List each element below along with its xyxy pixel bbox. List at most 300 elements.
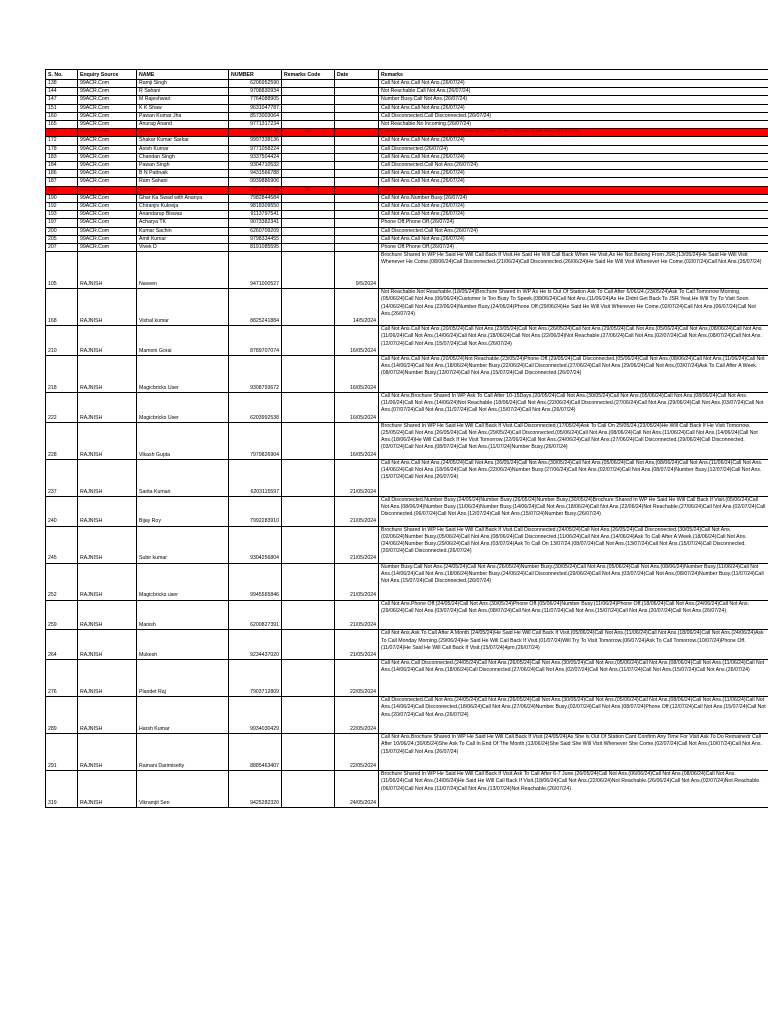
cell-source[interactable]: 99ACR.Com <box>78 88 137 96</box>
cell-source[interactable]: 99ACR.Com <box>78 203 137 211</box>
cell-date[interactable]: 21/05/2024 <box>335 459 379 496</box>
cell-sno[interactable]: 205 <box>46 235 78 243</box>
header-remarks-code[interactable]: Remarks Code <box>282 70 335 80</box>
cell-remarks-code[interactable] <box>282 112 335 120</box>
cell-remarks-code[interactable] <box>282 235 335 243</box>
cell-name[interactable]: Subir kumar <box>137 526 229 563</box>
table-row <box>46 252 768 289</box>
cell-remarks-code[interactable]: NI <box>282 186 335 194</box>
cell-name[interactable]: Shakar Kumar Sarkar <box>137 137 229 145</box>
cell-remarks-code[interactable] <box>282 80 335 88</box>
cell-remarks[interactable]: Call Not Ans.Not Interested.(26/07/24) <box>379 186 768 194</box>
cell-sno[interactable]: 240 <box>46 496 78 526</box>
cell-remarks[interactable]: Call Disconnected.Call Not Ans.(26/07/24) <box>379 227 768 235</box>
cell-date[interactable]: 21/05/2024 <box>335 630 379 660</box>
cell-source[interactable]: 99ACR.Com <box>78 129 137 137</box>
cell-source[interactable]: RAJNISH <box>78 393 137 423</box>
cell-number[interactable]: 9304710532 <box>229 162 282 170</box>
table-row <box>46 459 768 496</box>
cell-number[interactable]: 6206952590 <box>229 80 282 88</box>
cell-number[interactable]: 6200827391 <box>229 600 282 630</box>
cell-sno[interactable]: 210 <box>46 326 78 356</box>
table-row <box>46 112 768 120</box>
cell-date[interactable] <box>335 244 379 252</box>
cell-remarks[interactable]: Call Not Ans.Call Not Ans.(26/07/24) <box>379 104 768 112</box>
cell-remarks-code[interactable] <box>282 170 335 178</box>
cell-remarks[interactable]: Not Reachable.Not Reachable.(18/05/24)Brochure Shared In WP As He Is Out Of Station Ask To Call After 6/06/24.(23/05/24)Ask To Call Tomorrow Morning.(05/06/24)Call Not Ans.(06/06/24)Customer Is Too Busy To Speek.(08/06/24)Call Not Ans.(11/06/24)As He Didnt Get Back To JSR Yeat,He Will Try To Visit Soon.(14/06/24)Call Not Ans.(22/06/24)Number Busy.(24/06/24)Phone Off.(29/06/24)He Said He Will Visit Whenever He Come.(02/07/24)Call Not Ans.(06/07/24)Call Not Ans.(26/07/24) <box>379 289 768 326</box>
cell-source[interactable]: 99ACR.Com <box>78 137 137 145</box>
cell-source[interactable]: RAJNISH <box>78 252 137 289</box>
cell-source[interactable]: RAJNISH <box>78 630 137 660</box>
cell-date[interactable]: 16/05/2024 <box>335 356 379 393</box>
cell-remarks-code[interactable] <box>282 356 335 393</box>
cell-sno[interactable]: 252 <box>46 563 78 600</box>
cell-sno[interactable]: 237 <box>46 459 78 496</box>
cell-source[interactable]: 99ACR.Com <box>78 244 137 252</box>
cell-number[interactable]: 9073382341 <box>229 219 282 227</box>
table-row <box>46 186 768 194</box>
header-name[interactable]: NAME <box>137 70 229 80</box>
cell-name[interactable]: Anurag Anand <box>137 121 229 129</box>
cell-sno[interactable]: 144 <box>46 88 78 96</box>
table-row <box>46 162 768 170</box>
cell-name[interactable]: M Rajeshwari <box>137 96 229 104</box>
cell-name[interactable]: Harsh Kumar <box>137 697 229 734</box>
table-row <box>46 697 768 734</box>
header-date[interactable]: Date <box>335 70 379 80</box>
cell-name[interactable]: Kumar Sachin <box>137 227 229 235</box>
cell-number[interactable]: 9304256804 <box>229 526 282 563</box>
cell-number[interactable]: 9771058224 <box>229 145 282 153</box>
cell-sno[interactable]: 138 <box>46 80 78 88</box>
spreadsheet <box>45 69 768 808</box>
cell-number[interactable]: 9471000527 <box>229 252 282 289</box>
cell-date[interactable] <box>335 194 379 202</box>
cell-date[interactable] <box>335 227 379 235</box>
cell-remarks-code[interactable] <box>282 145 335 153</box>
cell-date[interactable] <box>335 211 379 219</box>
cell-source[interactable]: 99ACR.Com <box>78 153 137 161</box>
cell-remarks[interactable]: Call Not Ans.Brochure Shared In WP He Said He Will Call Back If Visit.(24/05/24)As She Is Out Of Station Cant Confirm Any Time For Visit Ask To Do Remainedr Call After 10/06/24.(30/05/24)She Ask To Call In End Of The Month.(13/06/24)She Said She Will Visit Whenever She Come.(02/07/24)Call Not Ans.(10/07/24)Call Not Ans.(15/07/24)Call Not Ans.(26/07/24) <box>379 734 768 771</box>
cell-date[interactable] <box>335 235 379 243</box>
cell-remarks[interactable]: Call Not Ans.Call Not Ans.(26/07/24) <box>379 80 768 88</box>
cell-remarks[interactable]: Call Not Ans.Call Not Ans.(20/05/24)Not Reachable.(23/05/24)Phone Off.(29/05/24)Call Disconnected.(05/06/24)Call Not Ans.(08/06/24)Call Not Ans.(11/06/24)Call Not Ans.(14/06/24)Call Not Ans.(18/06/24)Number Busy.(22/06/24)Call Disconnected.(27/06/24)Call Not Ans.(29/06/24)Call Not Ans.(03/07/24)Ask To Call After A Week.(08/07/24)Number Busy.(13/07/24)Call Not Ans.(15/07/24)Call Disconnected.(26/07/24) <box>379 356 768 393</box>
cell-name[interactable]: Mukesh <box>137 630 229 660</box>
cell-date[interactable] <box>335 178 379 186</box>
cell-remarks[interactable]: Number Busy.Call Not Ans.(26/07/24) <box>379 96 768 104</box>
cell-sno[interactable]: 264 <box>46 630 78 660</box>
cell-sno[interactable]: 186 <box>46 170 78 178</box>
cell-name[interactable]: Amit Kumar <box>137 235 229 243</box>
cell-number[interactable]: 7764088905 <box>229 96 282 104</box>
cell-remarks-code[interactable] <box>282 104 335 112</box>
cell-number[interactable]: 9945565846 <box>229 563 282 600</box>
cell-name[interactable]: Magicbricks user <box>137 563 229 600</box>
cell-number[interactable]: 9997338136 <box>229 137 282 145</box>
cell-remarks-code[interactable] <box>282 660 335 697</box>
cell-date[interactable] <box>335 121 379 129</box>
cell-remarks-code[interactable]: NI <box>282 129 335 137</box>
cell-date[interactable]: 22/05/2024 <box>335 697 379 734</box>
cell-source[interactable]: 99ACR.Com <box>78 186 137 194</box>
cell-source[interactable]: 99ACR.Com <box>78 112 137 120</box>
cell-source[interactable]: 99ACR.Com <box>78 178 137 186</box>
cell-name[interactable]: Manish <box>137 600 229 630</box>
cell-name[interactable]: B N Pattnaik <box>137 170 229 178</box>
cell-sno[interactable]: 276 <box>46 660 78 697</box>
table-row <box>46 734 768 771</box>
cell-source[interactable]: 99ACR.Com <box>78 145 137 153</box>
cell-number[interactable]: 9234437020 <box>229 630 282 660</box>
cell-number[interactable]: 8191085595 <box>229 244 282 252</box>
cell-name[interactable]: Pawan Kumar Jha <box>137 112 229 120</box>
cell-sno[interactable]: 222 <box>46 393 78 423</box>
enquiry-table <box>45 69 768 808</box>
table-row <box>46 244 768 252</box>
cell-sno[interactable]: 147 <box>46 96 78 104</box>
cell-number[interactable]: 9631047787 <box>229 104 282 112</box>
cell-sno[interactable]: 228 <box>46 422 78 459</box>
cell-remarks[interactable]: Call Not Ans.Brochure Shared In WP Ask To Call After 10-15Days.(20/05/24)Call Not Ans.(30/05/24)Call Not Ans.(05/06/24)Call Not Ans.(08/06/24)Call Not Ans.(11/06/24)Call Not Ans.(14/06/24)Not Reachable.(18/06/24)Call Not Ans.(22/06/24)Call Disconnected.(27/06/24)Call Not Ans.(29/06/24)Call Not Ans.(03/07/24)Call Not Ans.(07/07/24)Call Not Ans.(11/07/24)Call Not Ans.(15/07/24)Call Not Ans.(26/07/24) <box>379 393 768 423</box>
cell-name[interactable]: Bijay Roy <box>137 496 229 526</box>
cell-number[interactable]: 6203992538 <box>229 393 282 423</box>
cell-sno[interactable]: 200 <box>46 227 78 235</box>
cell-number[interactable]: 8885463407 <box>229 734 282 771</box>
cell-date[interactable] <box>335 170 379 178</box>
header-sno[interactable]: S. No. <box>46 70 78 80</box>
cell-remarks-code[interactable] <box>282 178 335 186</box>
table-row <box>46 289 768 326</box>
table-row <box>46 219 768 227</box>
table-row <box>46 88 768 96</box>
table-row <box>46 235 768 243</box>
cell-name[interactable]: Ramji Singh <box>137 80 229 88</box>
cell-sno[interactable]: 291 <box>46 734 78 771</box>
cell-remarks[interactable]: Call Not Ans.Call Not Ans.(26/07/24) <box>379 170 768 178</box>
table-row <box>46 422 768 459</box>
cell-remarks[interactable]: Call Disconnected.Customer Don't Have Any Plan To Buy House Right Now.(26/07/24) <box>379 129 768 137</box>
table-row <box>46 600 768 630</box>
cell-number[interactable]: 6260709209 <box>229 227 282 235</box>
cell-sno[interactable]: 190 <box>46 194 78 202</box>
cell-source[interactable]: RAJNISH <box>78 600 137 630</box>
cell-sno[interactable]: 218 <box>46 356 78 393</box>
table-row <box>46 526 768 563</box>
cell-date[interactable]: 21/05/2024 <box>335 496 379 526</box>
cell-remarks[interactable]: Call Not Ans.Call Not Ans.(20/05/24)Call Not Ans.(23/05/24)Call Not Ans.(26/05/24)Call Not Ans.(29/05/24)Call Not Ans.(05/06/24)Call Not Ans.(08/06/24)Call Not Ans.(11/06/24)Call Not Ans.(14/06/24)Call Not Ans.(18/06/24)Call Not Ans.(22/06/24)Not Reachable.(27/06/24)Call Not Ans.(02/07/24)Call Not Ans.(08/07/24)Call Not Ans.(12/07/24)Call Not Ans.(15/07/24)Call Not Ans.(26/07/24) <box>379 326 768 356</box>
cell-date[interactable] <box>335 104 379 112</box>
cell-remarks-code[interactable] <box>282 526 335 563</box>
cell-remarks-code[interactable] <box>282 96 335 104</box>
cell-remarks[interactable]: Call Disconnected.Number Busy.(24/05/24)Number Busy.(26/05/24)Number Busy.(30/05/24)Brochure Shared In WP He Said He Will Call Back If Visit.(05/06/24)Call Not Ans.(08/06/24)Number Busy.(11/06/24)Number Busy.(14/06/24)Call Not Ans.(18/06/24)Call Not Ans.(22/06/24)Not Reachable.(27/06/24)Call Not Ans.(02/07/24)Call Disconnected.(06/07/24)Call Not Ans.(12/07/24)Call Not Ans.(15/07/24)Number Busy.(26/07/24) <box>379 496 768 526</box>
cell-sno[interactable]: 289 <box>46 697 78 734</box>
cell-number[interactable]: 9771317234 <box>229 121 282 129</box>
table-row <box>46 137 768 145</box>
cell-remarks-code[interactable] <box>282 137 335 145</box>
cell-remarks-code[interactable] <box>282 734 335 771</box>
table-row <box>46 496 768 526</box>
cell-source[interactable]: RAJNISH <box>78 422 137 459</box>
cell-sno[interactable]: 193 <box>46 211 78 219</box>
cell-source[interactable]: 99ACR.Com <box>78 96 137 104</box>
cell-sno[interactable]: 192 <box>46 203 78 211</box>
cell-remarks-code[interactable] <box>282 289 335 326</box>
cell-number[interactable]: 7903712809 <box>229 660 282 697</box>
cell-remarks-code[interactable] <box>282 496 335 526</box>
cell-date[interactable]: 22/05/2024 <box>335 734 379 771</box>
cell-source[interactable]: 99ACR.Com <box>78 104 137 112</box>
cell-remarks[interactable]: Call Not Ans.Call Not Ans.(26/07/24) <box>379 235 768 243</box>
cell-date[interactable] <box>335 219 379 227</box>
cell-remarks-code[interactable] <box>282 563 335 600</box>
table-row <box>46 356 768 393</box>
cell-name[interactable]: K K Shaw <box>137 104 229 112</box>
cell-remarks-code[interactable] <box>282 771 335 808</box>
cell-sno[interactable]: 189 <box>46 186 78 194</box>
cell-remarks-code[interactable] <box>282 211 335 219</box>
table-row <box>46 203 768 211</box>
cell-number[interactable]: 8825241884 <box>229 289 282 326</box>
cell-number[interactable]: 8573003064 <box>229 112 282 120</box>
cell-sno[interactable]: 259 <box>46 600 78 630</box>
cell-number[interactable]: 9431566788 <box>229 170 282 178</box>
table-row <box>46 194 768 202</box>
cell-sno[interactable]: 160 <box>46 112 78 120</box>
cell-name[interactable]: Vivek D <box>137 244 229 252</box>
cell-remarks-code[interactable] <box>282 203 335 211</box>
cell-number[interactable]: 7982844584 <box>229 194 282 202</box>
cell-remarks[interactable]: Call Not Ans.Call Not Ans.(26/07/24) <box>379 211 768 219</box>
cell-sno[interactable]: 183 <box>46 153 78 161</box>
cell-source[interactable]: RAJNISH <box>78 496 137 526</box>
cell-number[interactable]: 9400279135 <box>229 129 282 137</box>
cell-name[interactable]: Ramani Darimisetty <box>137 734 229 771</box>
cell-number[interactable]: 9308793672 <box>229 356 282 393</box>
cell-sno[interactable]: 187 <box>46 178 78 186</box>
cell-sno[interactable]: 168 <box>46 289 78 326</box>
cell-remarks[interactable]: Call Not Ans.Call Disconnected.(24/05/24)Call Not Ans.(26/05/24)Call Not Ans.(30/05/24)Call Not Ans.(05/06/24)Call Not Ans.(08/06/24)Call Not Ans.(11/06/24)Call Not Ans.(14/06/24)Call Not Ans.(18/06/24)Call Disconnected.(27/06/24)Call Not Ans.(02/07/24)Call Not Ans.(11/07/24)Call Not Ans.(15/07/24)Call Not Ans.(26/07/24) <box>379 660 768 697</box>
cell-remarks-code[interactable] <box>282 422 335 459</box>
cell-source[interactable]: 99ACR.Com <box>78 211 137 219</box>
cell-name[interactable]: Sarita Kumari <box>137 459 229 496</box>
cell-remarks-code[interactable] <box>282 244 335 252</box>
cell-source[interactable]: RAJNISH <box>78 697 137 734</box>
cell-remarks[interactable]: Not Reachable.Call Not Ans.(26/07/24) <box>379 88 768 96</box>
cell-date[interactable] <box>335 153 379 161</box>
cell-source[interactable]: RAJNISH <box>78 563 137 600</box>
cell-source[interactable]: 99ACR.Com <box>78 219 137 227</box>
cell-date[interactable]: 21/05/2024 <box>335 600 379 630</box>
cell-name[interactable]: Ram Sahani <box>137 178 229 186</box>
cell-source[interactable]: 99ACR.Com <box>78 227 137 235</box>
table-row <box>46 326 768 356</box>
cell-name[interactable]: Appu <box>137 129 229 137</box>
cell-remarks[interactable]: Brochure Shared In WP He Said He Will Call Back If Visit.He Said He Will Call Back When He Visit,As He Not Belong From JSR.(13/05/24)He Said He Will Visit Whenever He Come.(08/06/24)Call Disconnected.(21/06/24)Call Disconnected.(26/06/24)He Said He Will Visit Whenever He Come.(02/07/24)Call Not Ans.(26/07/24) <box>379 252 768 289</box>
cell-remarks[interactable]: Call Not Ans.Call Not Ans.(26/07/24) <box>379 203 768 211</box>
cell-remarks[interactable]: Number Busy.Call Not Ans.(24/05/24)Call Not Ans.(26/05/24)Number Busy.(30/05/24)Call Not Ans.(05/06/24)Call Not Ans.(08/06/24)Number Busy.(11/06/24)Call Not Ans.(14/06/24)Call Not Ans.(18/06/24)Number Busy.(24/06/24)Call Disconnected.(29/06/24)Call Not Ans.(03/07/24)Call Not Ans.(08/07/24)Number Busy.(11/07/24)Call Not Ans.(15/07/24)Call Disconnected.(26/07/24) <box>379 563 768 600</box>
cell-name[interactable]: Anish Kumar <box>137 145 229 153</box>
cell-number[interactable]: 7979826904 <box>229 422 282 459</box>
cell-source[interactable]: RAJNISH <box>78 459 137 496</box>
cell-remarks-code[interactable] <box>282 194 335 202</box>
header-source[interactable]: Enquiry Source <box>78 70 137 80</box>
cell-date[interactable] <box>335 96 379 104</box>
cell-name[interactable]: Vikash Gupta <box>137 422 229 459</box>
header-row <box>46 70 768 80</box>
cell-remarks-code[interactable] <box>282 162 335 170</box>
cell-date[interactable] <box>335 186 379 194</box>
cell-source[interactable]: RAJNISH <box>78 734 137 771</box>
cell-remarks[interactable]: Brochure Shared In WP He Said He Will Call Back If Visit.Ask To Call After 6-7 June.(26/05/24)Call Not Ans.(06/06/24)Call Not Ans.(08/06/24)Call Not Ans.(11/06/24)Call Not Ans.(14/06/24)He Said He Will Call Back If Visit.(18/06/24)Call Not Ans.(22/06/24)Not Reachable.(26/06/24)Call Not Ans.(02/07/24)Not Reachable.(06/07/24)Call Not Ans.(11/07/24)Call Not Ans.(13/07/24)Not Reachable.(26/07/24) <box>379 771 768 808</box>
cell-remarks[interactable]: Call Disconnected.Call Not Ans.(24/05/24)Call Not Ans.(26/05/24)Call Not Ans.(30/05/24)Call Not Ans.(05/06/24)Call Not Ans.(08/06/24)Call Not Ans.(11/06/24)Call Not Ans.(14/06/24)Call Disconnected.(18/06/24)Call Not Ans.(27/06/24)Number Busy.(02/07/24)Call Not Ans.(08/07/24)Phone Off.(12/07/24)Call Not Ans.(15/07/24)Call Not Ans.(20/07/24)Call Not Ans.(26/07/24) <box>379 697 768 734</box>
cell-source[interactable]: RAJNISH <box>78 356 137 393</box>
cell-number[interactable]: 7992283910 <box>229 496 282 526</box>
cell-name[interactable]: Acharya TK <box>137 219 229 227</box>
header-remarks[interactable]: Remarks <box>379 70 768 80</box>
cell-name[interactable]: Chandan Singh <box>137 153 229 161</box>
cell-sno[interactable]: 245 <box>46 526 78 563</box>
cell-remarks[interactable]: Call Not Ans.Call Not Ans.(26/07/24) <box>379 178 768 186</box>
cell-remarks-code[interactable] <box>282 393 335 423</box>
cell-date[interactable]: 9/5/2024 <box>335 252 379 289</box>
table-row <box>46 170 768 178</box>
cell-source[interactable]: RAJNISH <box>78 289 137 326</box>
cell-sno[interactable]: 178 <box>46 145 78 153</box>
cell-number[interactable]: 9337504424 <box>229 153 282 161</box>
table-row <box>46 393 768 423</box>
cell-remarks[interactable]: Brochure Shared In WP He Said He Will Call Back If Visit.Call Disconnected.(24/05/24)Call Not Ans.(26/05/24)Call Disconnected.(30/05/24)Call Not Ans.(02/06/24)Number Busy.(05/06/24)Call Not Ans.(08/06/24)Call Disconnected.(11/06/24)Call Not Ans.(14/06/24)Ask To Call After A Week.(18/06/24)Call Not Ans.(24/06/24)Number Busy.(29/06/24)Call Not Ans.(03/07/24)Ask To Call On 13/07/24.(08/07/24)Call Not Ans.(13/07/24)Call Not Ans.(15/07/24)Call Disconnected.(20/07/24)Call Disconnected.(26/07/24) <box>379 526 768 563</box>
cell-sno[interactable]: 172 <box>46 137 78 145</box>
cell-date[interactable]: 14/5/2024 <box>335 289 379 326</box>
cell-number[interactable]: 8789707074 <box>229 326 282 356</box>
cell-name[interactable]: R Sahani <box>137 88 229 96</box>
cell-source[interactable]: 99ACR.Com <box>78 235 137 243</box>
cell-remarks[interactable]: Call Not Ans.Call Not Ans.(26/07/24) <box>379 153 768 161</box>
cell-sno[interactable]: 170 <box>46 129 78 137</box>
cell-source[interactable]: 99ACR.Com <box>78 80 137 88</box>
cell-remarks[interactable]: Call Disconnected.Call Not Ans.(26/07/24) <box>379 162 768 170</box>
cell-date[interactable] <box>335 145 379 153</box>
cell-name[interactable]: Magicbricks User <box>137 393 229 423</box>
cell-name[interactable]: Plandet Raj <box>137 660 229 697</box>
table-row <box>46 129 768 137</box>
cell-source[interactable]: RAJNISH <box>78 771 137 808</box>
cell-name[interactable]: Saveen <box>137 186 229 194</box>
cell-remarks[interactable]: Brochure Shared In WP He Said He Will Call Back If Visit.Call Disconnected.(17/05/24)Ask To Call On 25/05/24.(23/05/24)He Will Call Back If He Visit Tomorrow.(25/05/24)Call Not Ans.(26/05/24)Call Not Ans.(29/05/24)Call Disconnected.(05/06/24)Call Not Ans.(08/06/24)Call Not Ans.(11/06/24)Call Not Ans.(14/06/24)Call Not Ans.(18/06/24)He Will Call Back If He Visit Tomorrow.(22/06/24)Call Not Ans.(24/06/24)Call Not Ans.(27/06/24)Call Disconnected.(29/06/24)Call Disconnected.(03/07/24)Call Not Ans.(08/07/24)Call Not Ans.(11/07/24)Number Busy.(26/07/24) <box>379 422 768 459</box>
cell-source[interactable]: RAJNISH <box>78 526 137 563</box>
cell-source[interactable]: RAJNISH <box>78 326 137 356</box>
cell-date[interactable]: 16/05/2024 <box>335 422 379 459</box>
table-row <box>46 660 768 697</box>
cell-name[interactable]: Pawan Singh <box>137 162 229 170</box>
cell-remarks[interactable]: Call Not Ans.Ask To Call After A Month.(24/05/24)He Said He Will Call Back If Visit.(05/06/24)Call Not Ans.(11/06/24)Call Not Ans.(18/06/24)Call Not Ans.(24/06/24)Ask To Call Monday Morning.(29/06/24)He Said He Will Call Back If Visit.(01/07/24)Will Try To Visit Tomorrow.(06/07/24)Ask To Call Tomorrow.(10/07/24)Phone Off.(11/07/24)He Said He Will Call Back If Visit.(15/07/24)4pm.(26/07/24) <box>379 630 768 660</box>
cell-remarks[interactable]: Call Not Ans.Number Busy.(26/07/24) <box>379 194 768 202</box>
cell-name[interactable]: Ghar Ka Swad with Ananya <box>137 194 229 202</box>
cell-date[interactable] <box>335 129 379 137</box>
cell-date[interactable] <box>335 162 379 170</box>
cell-date[interactable]: 24/05/2024 <box>335 771 379 808</box>
header-number[interactable]: NUMBER <box>229 70 282 80</box>
cell-number[interactable]: 9818309550 <box>229 203 282 211</box>
table-row <box>46 96 768 104</box>
cell-number[interactable]: 9113797541 <box>229 211 282 219</box>
cell-remarks[interactable]: Phone Off.Phone Off.(26/07/24) <box>379 219 768 227</box>
cell-number[interactable]: 6203115597 <box>229 459 282 496</box>
cell-remarks-code[interactable] <box>282 697 335 734</box>
cell-remarks[interactable]: Call Not Ans.Phone Off.(24/05/24)Call Not Ans.(30/05/24)Phone Off.(05/06/24)Number Busy.(11/06/24)Phone Off.(18/06/24)Call Not Ans.(24/06/24)Call Not Ans.(29/06/24)Call Not Ans.(03/07/24)Call Not Ans.(08/07/24)Call Not Ans.(11/07/24)Call Not Ans.(15/07/24)Call Not Ans.(20/07/24)Call Not Ans.(26/07/24) <box>379 600 768 630</box>
cell-date[interactable]: 16/05/2024 <box>335 326 379 356</box>
cell-name[interactable]: Naveen <box>137 252 229 289</box>
cell-name[interactable]: Anandarup Biswas <box>137 211 229 219</box>
cell-remarks-code[interactable] <box>282 121 335 129</box>
cell-name[interactable]: Magicbricks User <box>137 356 229 393</box>
cell-remarks-code[interactable] <box>282 227 335 235</box>
cell-remarks[interactable]: Phone Off.Phone Off.(26/07/24) <box>379 244 768 252</box>
cell-date[interactable]: 16/05/2024 <box>335 393 379 423</box>
cell-remarks-code[interactable] <box>282 252 335 289</box>
cell-date[interactable] <box>335 112 379 120</box>
cell-sno[interactable]: 151 <box>46 104 78 112</box>
table-row <box>46 178 768 186</box>
cell-remarks-code[interactable] <box>282 600 335 630</box>
cell-source[interactable]: 99ACR.Com <box>78 121 137 129</box>
cell-name[interactable]: Vikramjit Sen <box>137 771 229 808</box>
cell-source[interactable]: RAJNISH <box>78 660 137 697</box>
cell-sno[interactable]: 105 <box>46 252 78 289</box>
cell-sno[interactable]: 207 <box>46 244 78 252</box>
cell-sno[interactable]: 197 <box>46 219 78 227</box>
cell-date[interactable] <box>335 203 379 211</box>
cell-source[interactable]: 99ACR.Com <box>78 170 137 178</box>
cell-remarks[interactable]: Call Not Ans.Call Not Ans.(26/07/24) <box>379 137 768 145</box>
cell-remarks-code[interactable] <box>282 326 335 356</box>
cell-sno[interactable]: 319 <box>46 771 78 808</box>
table-row <box>46 145 768 153</box>
cell-name[interactable]: Chiranjiv Kukreja <box>137 203 229 211</box>
cell-remarks[interactable]: Not Reachable.No Incoming.(26/07/24) <box>379 121 768 129</box>
cell-date[interactable] <box>335 80 379 88</box>
cell-date[interactable]: 21/05/2024 <box>335 526 379 563</box>
cell-number[interactable]: 9953434235 <box>229 186 282 194</box>
cell-sno[interactable]: 184 <box>46 162 78 170</box>
cell-remarks-code[interactable] <box>282 88 335 96</box>
cell-name[interactable]: Mamoni Gorai <box>137 326 229 356</box>
cell-remarks-code[interactable] <box>282 153 335 161</box>
cell-date[interactable] <box>335 88 379 96</box>
cell-number[interactable]: 9798334455 <box>229 235 282 243</box>
cell-name[interactable]: Vishal kumar <box>137 289 229 326</box>
cell-remarks-code[interactable] <box>282 630 335 660</box>
cell-number[interactable]: 9939886906 <box>229 178 282 186</box>
cell-source[interactable]: 99ACR.Com <box>78 194 137 202</box>
cell-remarks[interactable]: Call Not Ans.Call Not Ans.(24/05/24)Call Not Ans.(26/05/24)Call Not Ans.(30/05/24)Call Not Ans.(05/06/24)Call Not Ans.(08/06/24)Call Not Ans.(11/06/24)Call Not Ans.(14/06/24)Call Not Ans.(18/06/24)Call Not Ans.(22/06/24)Number Busy.(27/06/24)Call Not Ans.(02/07/24)Call Not Ans.(08/07/24)Number Busy.(12/07/24)Call Not Ans.(15/07/24)Call Not Ans.(26/07/24) <box>379 459 768 496</box>
table-row <box>46 80 768 88</box>
cell-date[interactable]: 21/05/2024 <box>335 563 379 600</box>
cell-number[interactable]: 9934030429 <box>229 697 282 734</box>
cell-number[interactable]: 9425282320 <box>229 771 282 808</box>
cell-source[interactable]: 99ACR.Com <box>78 162 137 170</box>
cell-number[interactable]: 9708830934 <box>229 88 282 96</box>
cell-date[interactable]: 22/05/2024 <box>335 660 379 697</box>
table-row <box>46 104 768 112</box>
cell-remarks-code[interactable] <box>282 219 335 227</box>
cell-date[interactable] <box>335 137 379 145</box>
table-row <box>46 211 768 219</box>
cell-sno[interactable]: 165 <box>46 121 78 129</box>
cell-remarks-code[interactable] <box>282 459 335 496</box>
cell-remarks[interactable]: Call Disconnected.Call Disconnected.(26/07/24) <box>379 112 768 120</box>
cell-remarks[interactable]: Call Disconnected.(26/07/24) <box>379 145 768 153</box>
